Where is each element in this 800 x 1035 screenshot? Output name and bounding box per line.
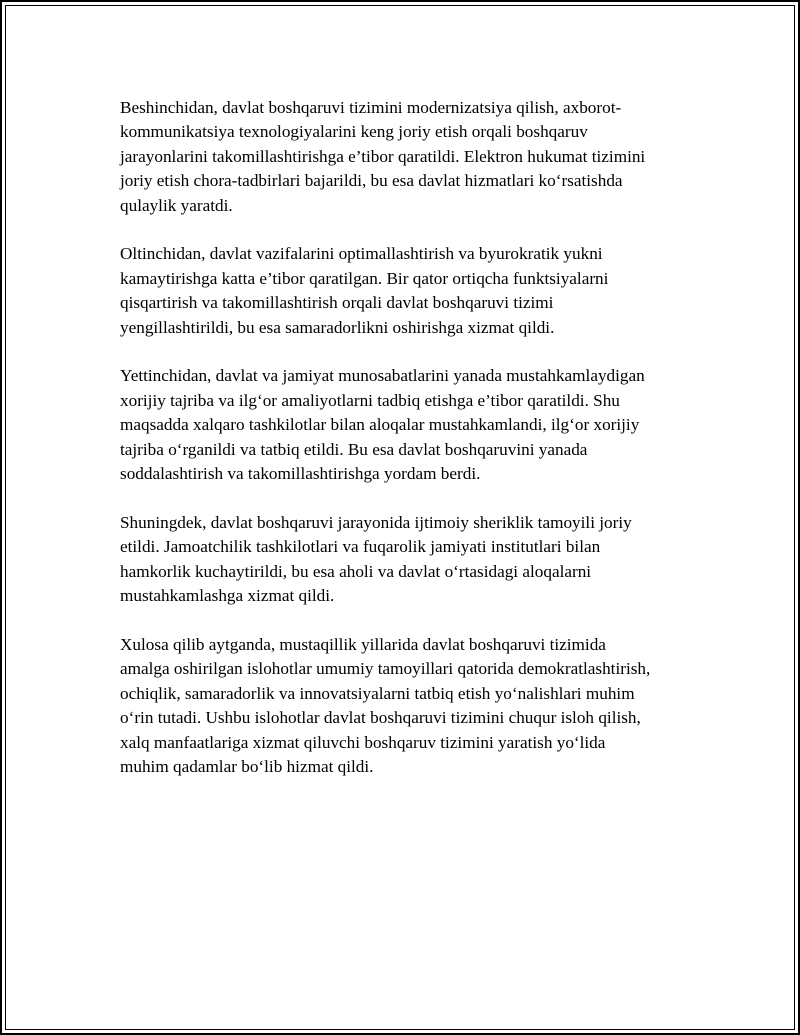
paragraph-xulosa: Xulosa qilib aytganda, mustaqillik yillarida davlat boshqaruvi tizimida amalga oshirilgan islohotlar umumiy tamoyillari qatorida demokratlashtirish, ochiqlik, samaradorlik va innovatsiyalarni tatbiq etish yo‘nalishlari muhim o‘rin tutadi. Ushbu islohotlar davlat boshqaruvi tizimini chuqur isloh qilish, xalq manfaatlariga xizmat qiluvchi boshqaruv tizimini yaratish yo‘lida muhim qadamlar bo‘lib hizmat qildi. bbox=[120, 634, 651, 776]
paragraph-yettinchidan: Yettinchidan, davlat va jamiyat munosabatlarini yanada mustahkamlaydigan xorijiy tajriba va ilg‘or amaliyotlarni tadbiq etishga e’tibor qaratildi. Shu maqsadda xalqaro tashkilotlar bilan aloqalar mustahkamlandi, ilg‘or xorijiy tajriba o‘rganildi va tatbiq etildi. Bu esa davlat boshqaruvini yanada soddalashtirish va takomillashtirishga yordam berdi. bbox=[120, 366, 645, 484]
paragraph-beshinchidan: Beshinchidan, davlat boshqaruvi tizimini modernizatsiya qilish, axborot- kommunikatsiya texnologiyalarini keng joriy etish orqali boshqaruv jarayonlarini takomillashtirishga e’tibor qaratildi. Elektron hukumat tizimini joriy etish chora-tadbirlari bajarildi, bu esa davlat hizmatlari ko‘rsatishda qulaylik yaratdi. bbox=[120, 98, 646, 215]
document-body bbox=[120, 96, 700, 804]
paragraph-oltinchidan: Oltinchidan, davlat vazifalarini optimallashtirish va byurokratik yukni kamaytirishga katta e’tibor qaratilgan. Bir qator ortiqcha funktsiyalarni qisqartirish va takomillashtirish orqali davlat boshqaruvi tizimi yengillashtirildi, bu esa samaradorlikni oshirishga xizmat qildi. bbox=[120, 244, 609, 337]
paragraph-shuningdek: Shuningdek, davlat boshqaruvi jarayonida ijtimoiy sheriklik tamoyili joriy etildi. Jamoatchilik tashkilotlari va fuqarolik jamiyati institutlari bilan hamkorlik kuchaytirildi, bu esa aholi va davlat o‘rtasidagi aloqalarni mustahkamlashga xizmat qildi. bbox=[120, 512, 632, 606]
